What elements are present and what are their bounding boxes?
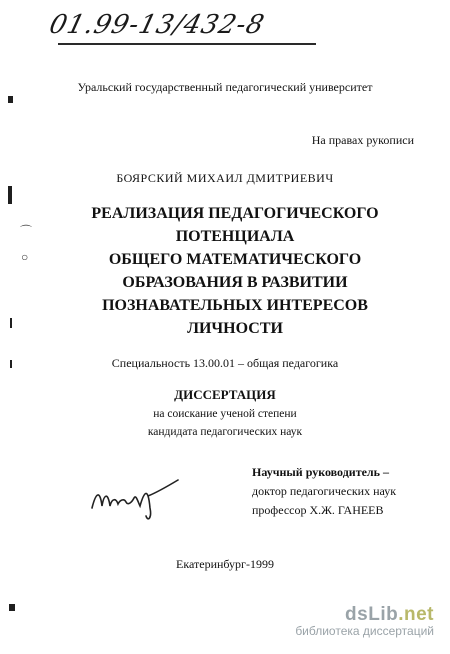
scan-mark — [8, 96, 13, 103]
thesis-title — [40, 202, 430, 340]
author-name: БОЯРСКИЙ МИХАИЛ ДМИТРИЕВИЧ — [116, 171, 334, 185]
thesis-title-line: ЛИЧНОСТИ — [187, 320, 283, 337]
dissertation-heading: ДИССЕРТАЦИЯ — [174, 387, 276, 402]
supervisor-degree: доктор педагогических наук — [252, 484, 397, 498]
scan-mark — [8, 186, 12, 204]
archive-number-underline — [58, 43, 316, 45]
scan-hole-mark: ○ — [21, 250, 29, 264]
degree-line: на соискание ученой степени — [153, 408, 297, 420]
manuscript-note: На правах рукописи — [311, 133, 414, 147]
scan-mark — [9, 604, 15, 611]
thesis-title-line: ОБРАЗОВАНИЯ В РАЗВИТИИ — [122, 274, 348, 291]
city-year: Екатеринбург-1999 — [176, 557, 274, 571]
scan-mark — [10, 318, 12, 328]
watermark-logo[interactable] — [295, 604, 434, 626]
signature-image — [88, 472, 180, 524]
thesis-title-line: РЕАЛИЗАЦИЯ ПЕДАГОГИЧЕСКОГО ПОТЕНЦИАЛА — [91, 205, 379, 245]
scan-hole-mark: ⌒ — [20, 224, 33, 238]
thesis-title-line: ОБЩЕГО МАТЕМАТИЧЕСКОГО — [108, 251, 362, 268]
specialty: Специальность 13.00.01 – общая педагогика — [111, 356, 339, 370]
university-name: Уральский государственный педагогический университет — [77, 80, 373, 94]
thesis-title-line: ПОЗНАВАТЕЛЬНЫХ ИНТЕРЕСОВ — [102, 297, 368, 314]
degree-line: кандидата педагогических наук — [147, 426, 303, 438]
supervisor-name: профессор Х.Ж. ГАНЕЕВ — [252, 503, 384, 517]
watermark-logo-main: dsLib — [345, 604, 399, 625]
watermark-subtitle: библиотека диссертаций — [295, 624, 434, 638]
watermark-logo-suffix: .net — [398, 604, 434, 625]
watermark[interactable] — [295, 604, 434, 638]
supervisor-title: Научный руководитель – — [252, 465, 389, 479]
archive-number-handwritten: 01.99-13/432-8 — [46, 10, 268, 40]
supervisor-block — [252, 463, 396, 520]
